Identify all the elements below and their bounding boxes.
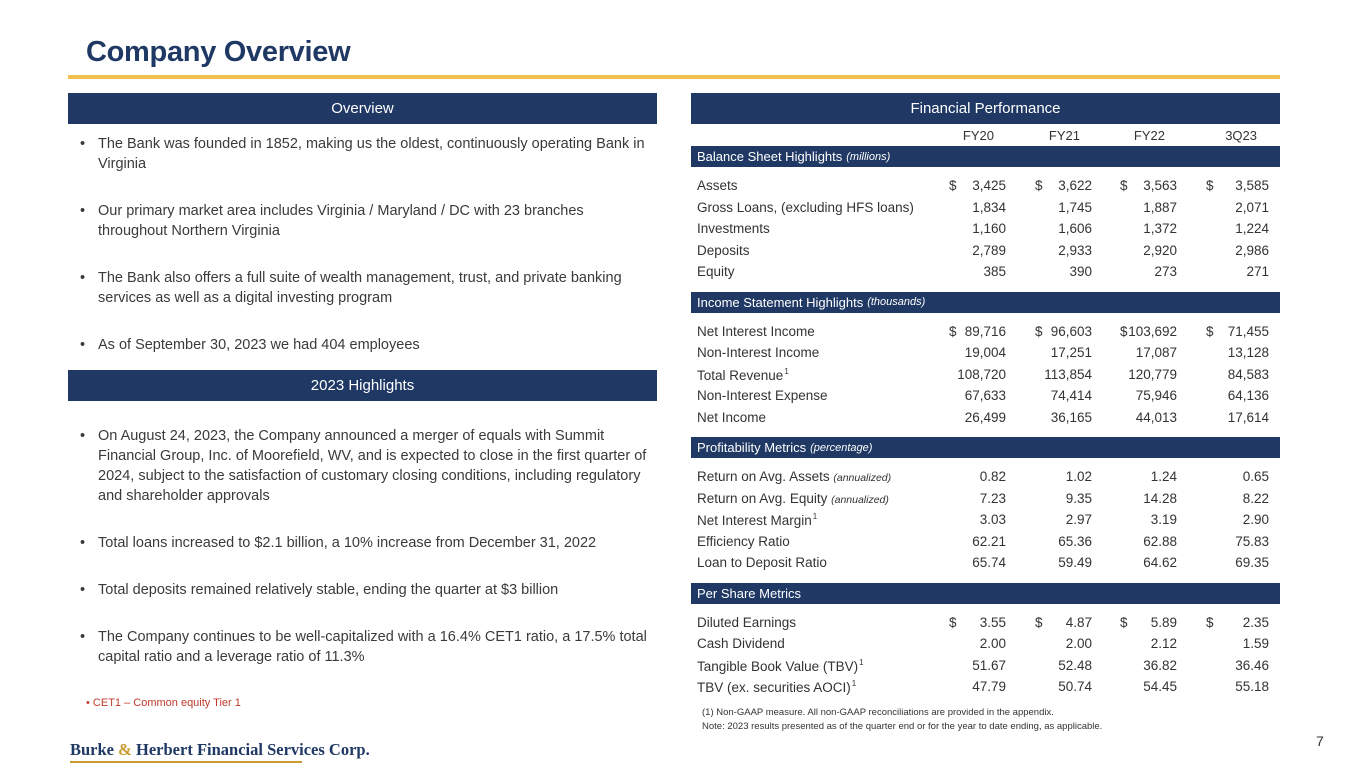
dollar-sign: $ — [1035, 323, 1043, 339]
row-label: Diluted Earnings — [697, 614, 797, 630]
section-subheader: Income Statement Highlights (thousands) — [691, 292, 1280, 313]
cell-value: 390 — [1069, 264, 1092, 279]
table-row — [691, 467, 1280, 489]
table-row — [691, 262, 1280, 284]
cell-value: 54.45 — [1143, 679, 1177, 694]
cell-value: 67,633 — [964, 388, 1006, 403]
page-title: Company Overview — [86, 36, 351, 68]
cell-value: 1.02 — [1065, 469, 1092, 484]
cell-value: 51.67 — [972, 657, 1006, 673]
cell-value: 1,887 — [1143, 199, 1177, 215]
cell-value: 7.23 — [979, 490, 1006, 506]
list-item: • The Bank also offers a full suite of wealth management, trust, and private banking services as well as a digital investing program — [80, 270, 622, 306]
dollar-sign: $ — [1206, 178, 1214, 193]
financial-table — [691, 123, 1280, 707]
row-label: Net Interest Income — [697, 323, 815, 339]
dollar-sign: $ — [1120, 323, 1128, 339]
cell-value: 2.97 — [1065, 512, 1092, 527]
row-label: Efficiency Ratio — [697, 533, 790, 549]
cell-value: 1,160 — [972, 221, 1006, 236]
dollar-sign: $ — [1206, 614, 1214, 630]
cell-value: 14.28 — [1143, 490, 1177, 506]
cell-value: 62.88 — [1143, 533, 1177, 549]
cell-value: 3,563 — [1143, 178, 1177, 193]
cell-value: 13,128 — [1227, 345, 1269, 360]
list-item: • Total deposits remained relatively stable, ending the quarter at $3 billion — [80, 582, 559, 598]
cell-value: 1,606 — [1058, 221, 1092, 236]
cell-value: 2,933 — [1058, 242, 1092, 258]
row-label: Deposits — [697, 242, 750, 258]
overview-header: Overview — [68, 93, 657, 124]
cell-value: 1,224 — [1235, 221, 1269, 236]
table-row — [691, 343, 1280, 365]
section-subheader: Profitability Metrics (percentage) — [691, 437, 1280, 458]
cell-value: 84,583 — [1227, 366, 1269, 382]
cell-value: 2,920 — [1143, 242, 1177, 258]
section-subheader: Balance Sheet Highlights (millions) — [691, 146, 1280, 167]
cell-value: 62.21 — [972, 533, 1006, 549]
cell-value: 2,789 — [972, 242, 1006, 258]
cell-value: 64.62 — [1143, 555, 1177, 570]
row-label: Return on Avg. Equity (annualized) — [697, 490, 889, 506]
table-row — [691, 613, 1280, 635]
cell-value: 96,603 — [1050, 323, 1092, 339]
table-row — [691, 677, 1280, 699]
cell-value: 5.89 — [1150, 614, 1177, 630]
page-number: 7 — [1316, 733, 1324, 749]
column-header: FY20 — [962, 128, 994, 143]
cell-value: 65.36 — [1058, 533, 1092, 549]
cell-value: 2.00 — [1065, 636, 1092, 651]
cell-value: 4.87 — [1065, 614, 1092, 630]
table-row — [691, 219, 1280, 241]
note-footnote: Note: 2023 results presented as of the quarter end or for the year to date ending, as applicable. — [702, 721, 1103, 732]
cell-value: 113,854 — [1044, 366, 1092, 382]
cell-value: 3,585 — [1235, 178, 1269, 193]
row-label: Investments — [697, 221, 770, 236]
column-header: FY22 — [1133, 128, 1165, 143]
cell-value: 1.59 — [1242, 636, 1269, 651]
cell-value: 75,946 — [1135, 388, 1177, 403]
highlights-bullets — [80, 426, 652, 694]
cell-value: 1.24 — [1150, 469, 1177, 484]
table-row — [691, 365, 1280, 387]
cell-value: 55.18 — [1235, 679, 1269, 694]
table-row — [691, 176, 1280, 198]
row-label: Equity — [697, 264, 735, 279]
table-row — [691, 198, 1280, 220]
overview-bullets — [80, 134, 645, 382]
list-item: • Our primary market area includes Virginia / Maryland / DC with 23 branches throughout Northern Virginia — [80, 203, 584, 239]
table-row — [691, 510, 1280, 532]
row-label: Non-Interest Income — [697, 345, 820, 360]
cell-value: 8.22 — [1242, 490, 1269, 506]
cell-value: 2,986 — [1235, 242, 1269, 258]
table-row — [691, 656, 1280, 678]
cell-value: 2.35 — [1242, 614, 1269, 630]
cell-value: 273 — [1154, 264, 1177, 279]
cell-value: 271 — [1246, 264, 1269, 279]
row-label: Non-Interest Expense — [697, 388, 828, 403]
cell-value: 108,720 — [957, 366, 1006, 382]
cell-value: 17,614 — [1227, 409, 1269, 425]
column-headers — [691, 123, 1280, 146]
highlights-header: 2023 Highlights — [68, 370, 657, 401]
cell-value: 2.12 — [1150, 636, 1177, 651]
row-label: Cash Dividend — [697, 636, 785, 651]
cell-value: 1,834 — [972, 199, 1006, 215]
title-divider — [68, 75, 1280, 79]
dollar-sign: $ — [1120, 178, 1128, 193]
table-row — [691, 386, 1280, 408]
table-row — [691, 532, 1280, 554]
cell-value: 2.00 — [979, 636, 1006, 651]
cell-value: 36,165 — [1050, 409, 1092, 425]
column-header: FY21 — [1048, 128, 1080, 143]
cell-value: 0.82 — [979, 469, 1006, 484]
cet1-footnote: • CET1 – Common equity Tier 1 — [86, 697, 241, 709]
column-header: 3Q23 — [1225, 128, 1257, 143]
row-label: Return on Avg. Assets (annualized) — [697, 469, 892, 484]
cell-value: 1,372 — [1143, 221, 1177, 236]
cell-value: 52.48 — [1058, 657, 1092, 673]
cell-value: 120,779 — [1128, 366, 1177, 382]
cell-value: 65.74 — [972, 555, 1006, 570]
dollar-sign: $ — [949, 614, 957, 630]
cell-value: 59.49 — [1058, 555, 1092, 570]
dollar-sign: $ — [1035, 614, 1043, 630]
row-label: Loan to Deposit Ratio — [697, 555, 827, 570]
list-item: • The Bank was founded in 1852, making us the oldest, continuously operating Bank in Virginia — [80, 136, 645, 172]
cell-value: 3.55 — [979, 614, 1006, 630]
company-logo: Burke & Herbert Financial Services Corp. — [70, 740, 370, 759]
cell-value: 17,251 — [1050, 345, 1092, 360]
cell-value: 75.83 — [1235, 533, 1269, 549]
row-label: Assets — [697, 178, 738, 193]
dollar-sign: $ — [1035, 178, 1043, 193]
cell-value: 47.79 — [972, 679, 1006, 694]
table-row — [691, 408, 1280, 430]
row-label: Gross Loans, (excluding HFS loans) — [697, 199, 914, 215]
cell-value: 2,071 — [1235, 199, 1269, 215]
list-item: • Total loans increased to $2.1 billion, a 10% increase from December 31, 2022 — [80, 535, 597, 551]
cell-value: 385 — [983, 264, 1006, 279]
row-label: Tangible Book Value (TBV)$^1$ — [697, 657, 864, 674]
cell-value: 89,716 — [964, 323, 1006, 339]
cell-value: 36.82 — [1143, 657, 1177, 673]
dollar-sign: $ — [1120, 614, 1128, 630]
row-label: Total Revenue$^1$ — [697, 366, 789, 383]
cell-value: 2.90 — [1242, 512, 1269, 527]
cell-value: 19,004 — [964, 345, 1006, 360]
cell-value: 3.19 — [1150, 512, 1177, 527]
dollar-sign: $ — [1206, 323, 1214, 339]
cell-value: 74,414 — [1050, 388, 1092, 403]
cell-value: 26,499 — [964, 409, 1006, 425]
table-row — [691, 553, 1280, 575]
row-label: Net Income — [697, 409, 767, 425]
table-row — [691, 241, 1280, 263]
cell-value: 3,425 — [972, 178, 1006, 193]
list-item: • The Company continues to be well-capitalized with a 16.4% CET1 ratio, a 17.5% total capital ratio and a leverage ratio of 11.3% — [80, 629, 647, 665]
dollar-sign: $ — [949, 178, 957, 193]
logo-underline — [70, 761, 302, 763]
table-row — [691, 322, 1280, 344]
cell-value: 9.35 — [1065, 490, 1092, 506]
cell-value: 1,745 — [1058, 199, 1092, 215]
cell-value: 44,013 — [1135, 409, 1177, 425]
table-row — [691, 489, 1280, 511]
cell-value: 0.65 — [1242, 469, 1269, 484]
row-label: TBV (ex. securities AOCI)$^1$ — [697, 679, 857, 695]
cell-value: 64,136 — [1227, 388, 1269, 403]
table-row — [691, 634, 1280, 656]
cell-value: 103,692 — [1128, 323, 1177, 339]
row-label: Net Interest Margin$^1$ — [697, 512, 818, 528]
cell-value: 3,622 — [1058, 178, 1092, 193]
list-item: • As of September 30, 2023 we had 404 employees — [80, 337, 420, 353]
dollar-sign: $ — [949, 323, 957, 339]
cell-value: 50.74 — [1058, 679, 1092, 694]
financial-header: Financial Performance — [691, 93, 1280, 124]
section-subheader: Per Share Metrics — [691, 583, 1280, 604]
cell-value: 3.03 — [979, 512, 1006, 527]
cell-value: 69.35 — [1235, 555, 1269, 570]
nongaap-footnote: (1) Non-GAAP measure. All non-GAAP reconciliations are provided in the appendix. — [702, 707, 1054, 718]
list-item: • On August 24, 2023, the Company announced a merger of equals with Summit Financial Group, Inc. of Moorefield, WV, and is expected to close in the first quarter of 2024, subject to the satisfaction of customary closing conditions, including regulatory and shareholder approvals — [80, 428, 647, 504]
cell-value: 71,455 — [1227, 323, 1269, 339]
cell-value: 36.46 — [1235, 657, 1269, 673]
cell-value: 17,087 — [1135, 345, 1177, 360]
